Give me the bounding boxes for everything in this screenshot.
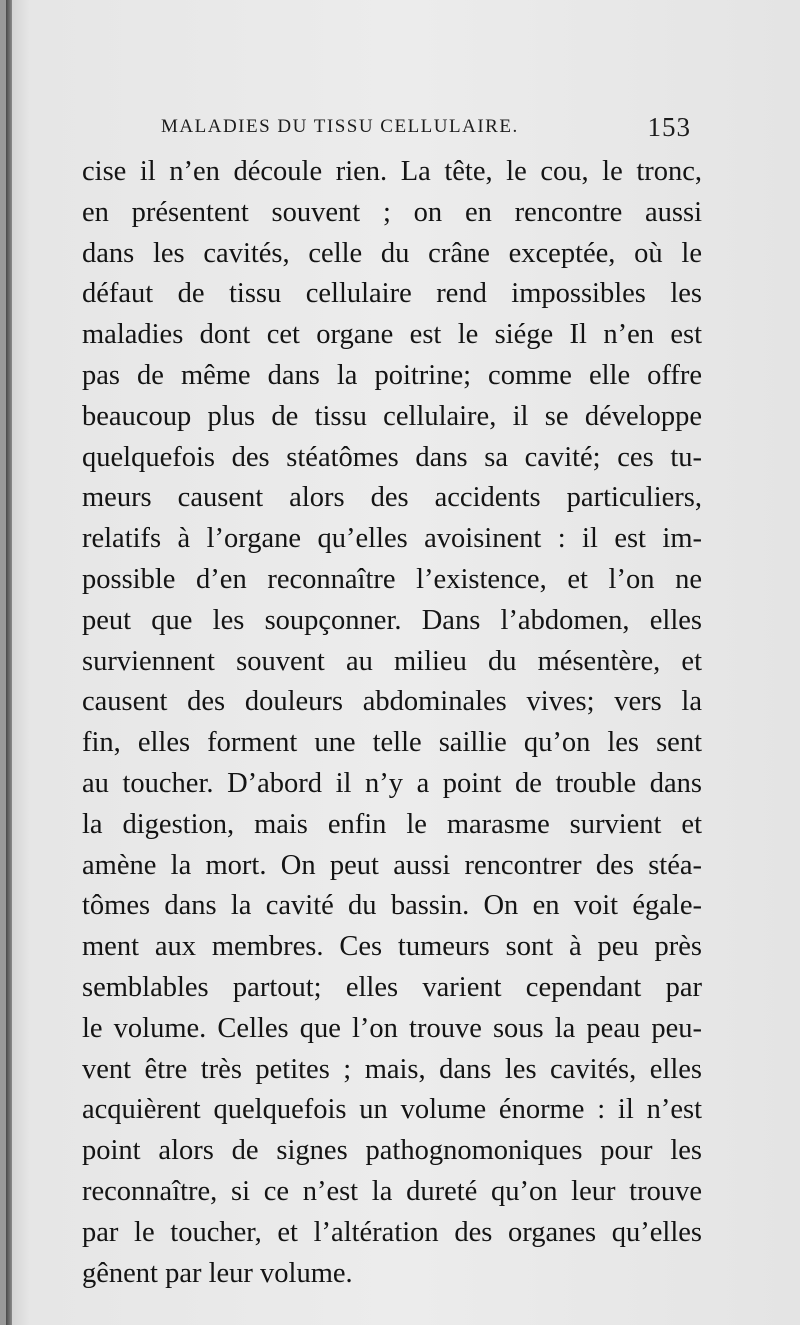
text-line: causent des douleurs abdominales vives; vers la	[82, 686, 702, 718]
text-line: fin, elles forment une telle saillie qu’on les sent	[82, 727, 702, 759]
page-number: 153	[647, 112, 691, 142]
text-line: amène la mort. On peut aussi rencontrer des stéa-	[82, 849, 702, 881]
text-line: gênent par leur volume.	[82, 1257, 353, 1289]
running-header	[161, 112, 691, 146]
text-line: possible d’en reconnaître l’existence, et l’on ne	[82, 563, 702, 595]
text-line: peut que les soupçonner. Dans l’abdomen, elles	[82, 604, 702, 636]
body-text	[82, 152, 702, 1294]
text-line: meurs causent alors des accidents particuliers,	[82, 482, 702, 514]
text-line: le volume. Celles que l’on trouve sous la peau peu-	[82, 1012, 702, 1044]
text-line: maladies dont cet organe est le siége Il n’en est	[82, 319, 702, 351]
text-line: beaucoup plus de tissu cellulaire, il se développe	[82, 400, 702, 432]
text-line: cise il n’en découle rien. La tête, le cou, le tronc,	[82, 156, 702, 187]
text-line: surviennent souvent au milieu du mésentère, et	[82, 645, 702, 677]
text-line: défaut de tissu cellulaire rend impossibles les	[82, 278, 702, 310]
text-line: pas de même dans la poitrine; comme elle offre	[82, 359, 702, 391]
text-line: point alors de signes pathognomoniques pour les	[82, 1135, 702, 1167]
text-line: en présentent souvent ; on en rencontre aussi	[82, 196, 702, 228]
text-line: acquièrent quelquefois un volume énorme : il n’est	[82, 1094, 702, 1126]
text-line: semblables partout; elles varient cependant par	[82, 971, 702, 1003]
text-line: ment aux membres. Ces tumeurs sont à peu près	[82, 931, 702, 963]
text-line: relatifs à l’organe qu’elles avoisinent : il est im-	[82, 523, 702, 555]
text-line: tômes dans la cavité du bassin. On en voit égale-	[82, 890, 702, 922]
text-line: dans les cavités, celle du crâne exceptée, où le	[82, 237, 702, 269]
book-page	[6, 0, 800, 1325]
text-line: au toucher. D’abord il n’y a point de trouble dans	[82, 767, 702, 799]
running-title: MALADIES DU TISSU CELLULAIRE.	[161, 116, 519, 137]
text-line: reconnaître, si ce n’est la dureté qu’on leur trouve	[82, 1175, 702, 1207]
text-line: quelquefois des stéatômes dans sa cavité; ces tu-	[82, 441, 702, 473]
text-line: par le toucher, et l’altération des organes qu’elles	[82, 1216, 702, 1248]
text-line: vent être très petites ; mais, dans les cavités, elles	[82, 1053, 702, 1085]
spine-shadow	[6, 0, 12, 1325]
text-line: la digestion, mais enfin le marasme survient et	[82, 808, 702, 840]
